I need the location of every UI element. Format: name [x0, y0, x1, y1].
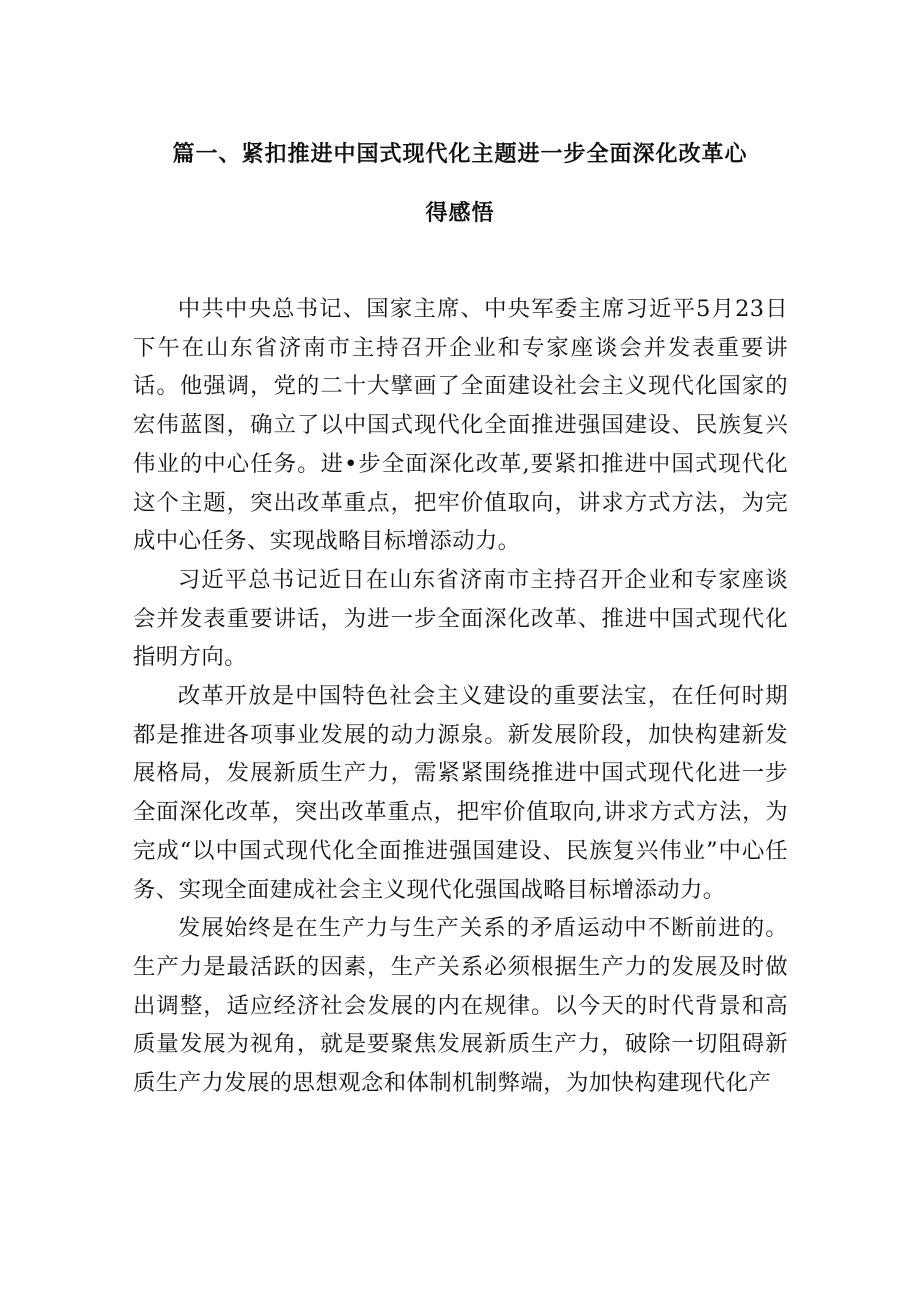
paragraph-1: 中共中央总书记、国家主席、中央军委主席习近平5月23日下午在山东省济南市主持召开企业和专家座谈会并发表重要讲话。他强调，党的二十大擘画了全面建设社会主义现代化国家的宏伟蓝图，确立了以中国式现代化全面推进强国建设、民族复兴伟业的中心任务。进•步全面深化改革,要紧扣推进中国式现代化这个主题，突出改革重点，把牢价值取向，讲求方式方法，为完成中心任务、实现战略目标增添动力。: [133, 296, 788, 555]
document-title-line-2: 得感悟: [425, 201, 495, 226]
paragraph-3: 改革开放是中国特色社会主义建设的重要法宝，在任何时期都是推进各项事业发展的动力源泉。新发展阶段，加快构建新发展格局，发展新质生产力，需紧紧围绕推进中国式现代化进一步全面深化改革，突出改革重点，把牢价值取向,讲求方式方法，为完成“以中国式现代化全面推进强国建设、民族复兴伟业”中心任务、实现全面建成社会主义现代化强国战略目标增添动力。: [133, 683, 788, 903]
paragraph-4: 发展始终是在生产力与生产关系的矛盾运动中不断前进的。生产力是最活跃的因素，生产关系必须根据生产力的发展及时做出调整，适应经济社会发展的内在规律。以今天的时代背景和高质量发展为视角，就是要聚焦发展新质生产力，破除一切阻碍新质生产力发展的思想观念和体制机制弊端，为加快构建现代化产: [133, 915, 788, 1097]
document-title-line-1: 篇一、紧扣推进中国式现代化主题进一步全面深化改革心: [172, 142, 748, 167]
paragraph-2: 习近平总书记近日在山东省济南市主持召开企业和专家座谈会并发表重要讲话，为进一步全面深化改革、推进中国式现代化指明方向。: [133, 566, 788, 671]
document-body: [133, 290, 788, 1103]
